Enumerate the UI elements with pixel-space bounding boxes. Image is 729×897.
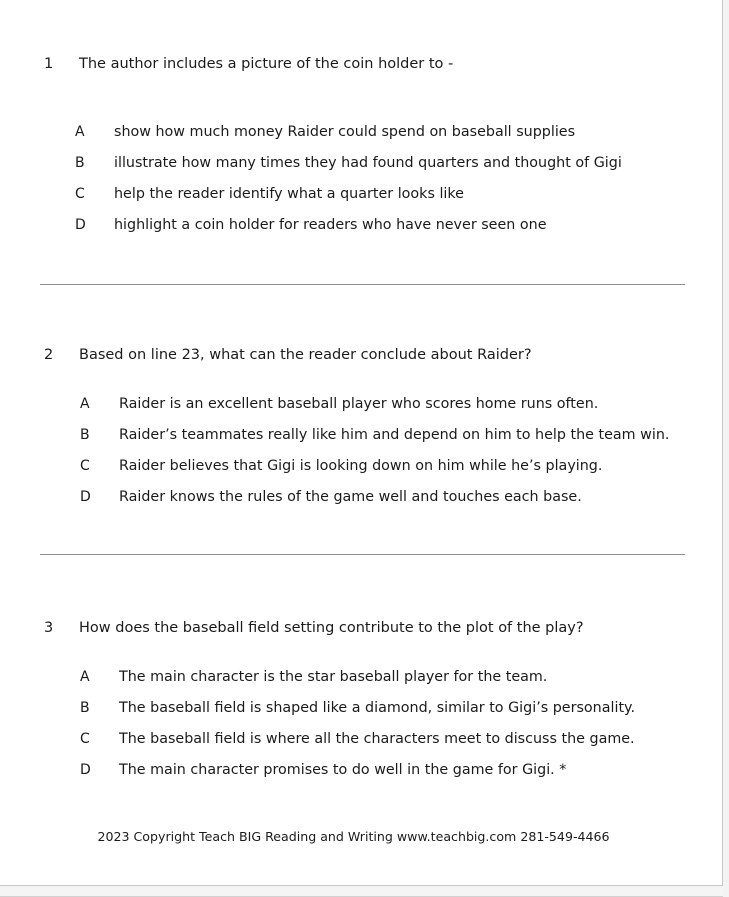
footer-copyright-text: 2023 Copyright Teach BIG Reading and Writing www.teachbig.com 281-549-4466 xyxy=(97,829,610,844)
choice-text: Raider believes that Gigi is looking down on him while he’s playing. xyxy=(119,458,603,474)
question-block-2 xyxy=(0,345,723,517)
choice-letter: A xyxy=(75,124,85,140)
page-separator xyxy=(0,887,723,897)
choice-text: The main character promises to do well in the game for Gigi. * xyxy=(119,762,567,778)
choice-letter: D xyxy=(80,489,91,505)
choice-letter: B xyxy=(80,427,90,443)
choice-list-2 xyxy=(0,393,723,517)
choice-list-1 xyxy=(0,121,723,245)
question-stem-1 xyxy=(0,54,723,74)
choice-option[interactable] xyxy=(0,393,723,424)
choice-option[interactable] xyxy=(0,666,723,697)
question-text-2: Based on line 23, what can the reader conclude about Raider? xyxy=(79,347,532,363)
choice-option[interactable] xyxy=(0,486,723,517)
choice-text: Raider’s teammates really like him and depend on him to help the team win. xyxy=(119,427,670,443)
choice-option[interactable] xyxy=(0,455,723,486)
choice-option[interactable] xyxy=(0,728,723,759)
choice-text: illustrate how many times they had found quarters and thought of Gigi xyxy=(114,155,622,171)
question-text-1: The author includes a picture of the coin holder to - xyxy=(79,56,454,72)
choice-text: help the reader identify what a quarter looks like xyxy=(114,186,464,202)
choice-option[interactable] xyxy=(0,214,723,245)
choice-text: The main character is the star baseball player for the team. xyxy=(119,669,548,685)
choice-text: highlight a coin holder for readers who have never seen one xyxy=(114,217,547,233)
choice-option[interactable] xyxy=(0,759,723,790)
choice-letter: D xyxy=(75,217,86,233)
choice-option[interactable] xyxy=(0,152,723,183)
choice-option[interactable] xyxy=(0,183,723,214)
choice-letter: B xyxy=(80,700,90,716)
choice-letter: B xyxy=(75,155,85,171)
choice-letter: C xyxy=(80,458,90,474)
choice-text: Raider knows the rules of the game well and touches each base. xyxy=(119,489,582,505)
section-divider xyxy=(40,284,685,285)
choice-text: Raider is an excellent baseball player who scores home runs often. xyxy=(119,396,599,412)
question-number-2: 2 xyxy=(44,347,54,363)
choice-letter: A xyxy=(80,396,90,412)
question-stem-2 xyxy=(0,345,723,365)
question-block-1 xyxy=(0,54,723,245)
question-text-3: How does the baseball field setting contribute to the plot of the play? xyxy=(79,620,584,636)
section-divider xyxy=(40,554,685,555)
choice-letter: C xyxy=(80,731,90,747)
choice-text: The baseball field is where all the characters meet to discuss the game. xyxy=(119,731,635,747)
question-number-1: 1 xyxy=(44,56,54,72)
question-stem-3 xyxy=(0,618,723,638)
choice-text: The baseball field is shaped like a diamond, similar to Gigi’s personality. xyxy=(119,700,636,716)
choice-option[interactable] xyxy=(0,697,723,728)
choice-text: show how much money Raider could spend on baseball supplies xyxy=(114,124,576,140)
question-block-3 xyxy=(0,618,723,790)
page-footer xyxy=(0,829,723,844)
choice-letter: D xyxy=(80,762,91,778)
choice-list-3 xyxy=(0,666,723,790)
choice-option[interactable] xyxy=(0,121,723,152)
choice-letter: C xyxy=(75,186,85,202)
choice-option[interactable] xyxy=(0,424,723,455)
question-number-3: 3 xyxy=(44,620,54,636)
choice-letter: A xyxy=(80,669,90,685)
